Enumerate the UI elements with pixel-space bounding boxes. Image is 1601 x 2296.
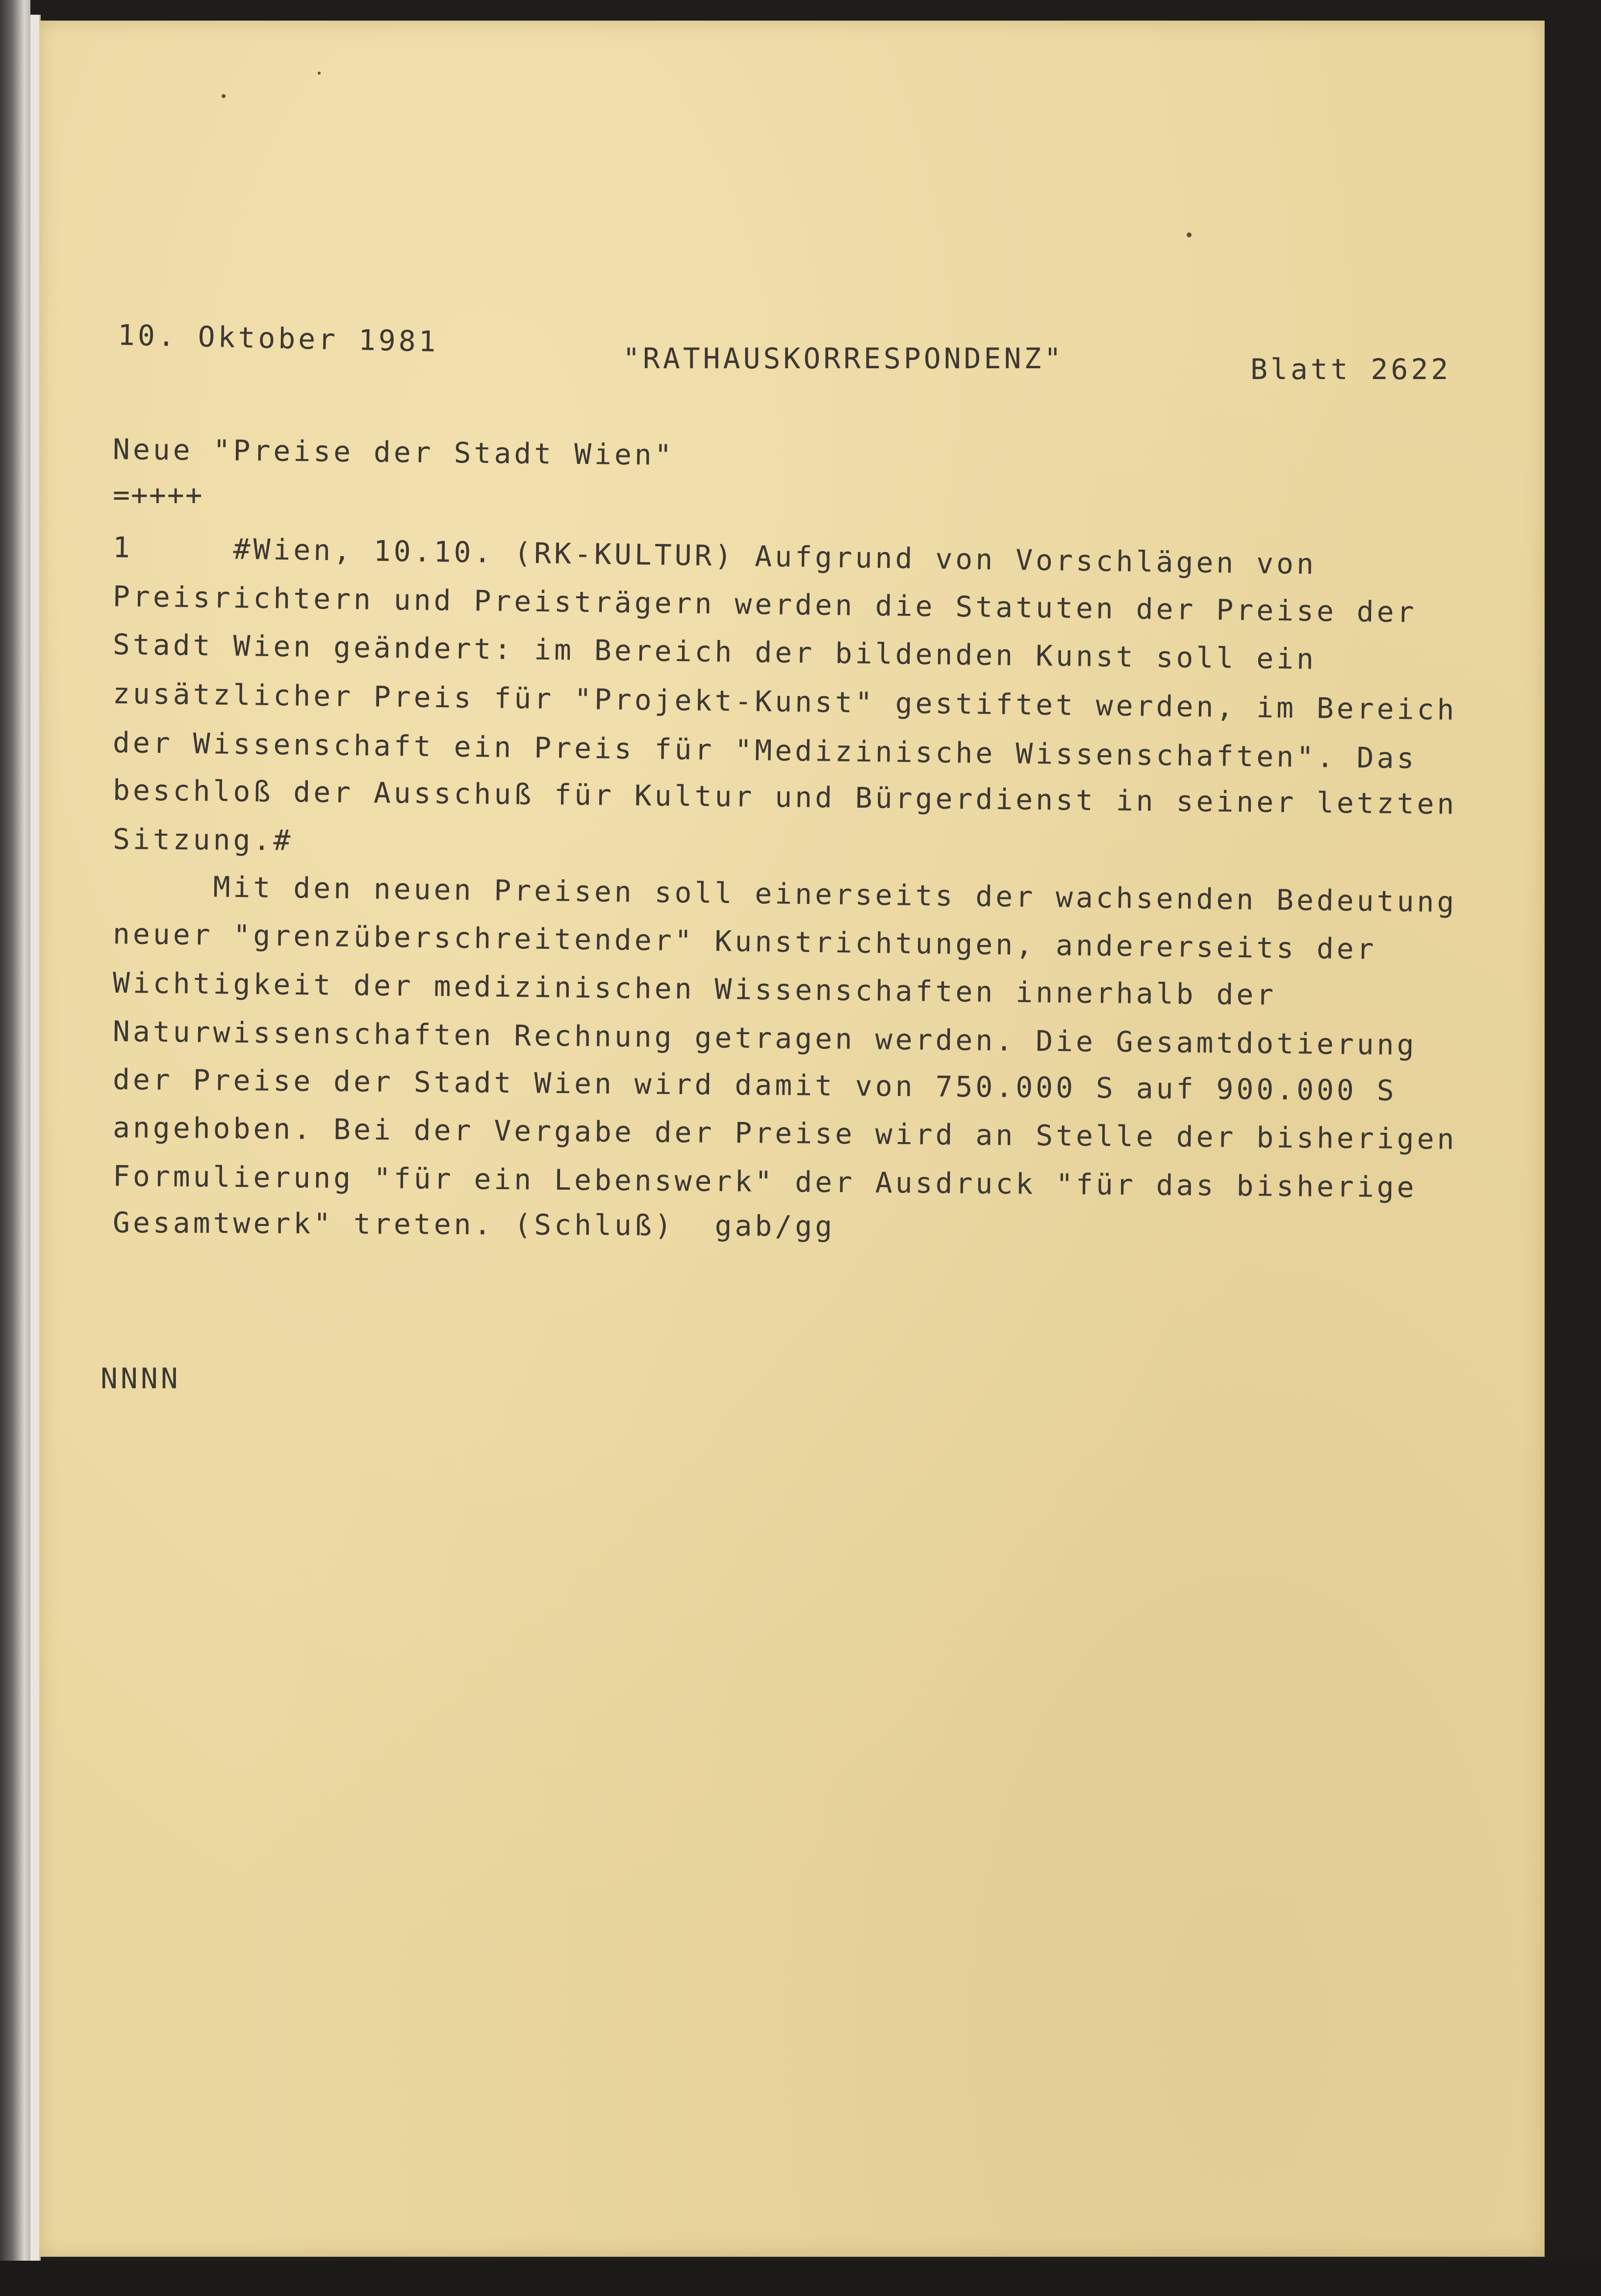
end-marker: NNNN (101, 1362, 181, 1395)
body-line: neuer "grenzüberschreitender" Kunstrichtungen, andererseits der (112, 917, 1377, 966)
body-line: beschloß der Ausschuß für Kultur und Bürgerdienst in seiner letzten (112, 773, 1457, 821)
body-line: Mit den neuen Preisen soll einerseits der wachsenden Bedeutung (112, 869, 1457, 919)
scan-bottom-border (0, 2261, 1601, 2296)
body-line: Gesamtwerk" treten. (Schluß) gab/gg (112, 1206, 836, 1243)
body-line: Formulierung "für ein Lebenswerk" der Ausdruck "für das bisherige (112, 1159, 1417, 1204)
headline-underline: =++++ (113, 478, 203, 511)
sheet-number: Blatt 2622 (1250, 353, 1451, 386)
body-line: Naturwissenschaften Rechnung getragen werden. Die Gesamtdotierung (112, 1015, 1417, 1062)
body-line: angehoben. Bei der Vergabe der Preise wird an Stelle der bisherigen (112, 1111, 1457, 1156)
body-line: der Preise der Stadt Wien wird damit von 750.000 S auf 900.000 S (112, 1063, 1398, 1107)
body-line: Sitzung.# (112, 822, 294, 857)
paper-speck (222, 94, 226, 98)
body-line: der Wissenschaft ein Preis für "Medizinische Wissenschaften". Das (112, 726, 1417, 775)
body-line: zusätzlicher Preis für "Projekt-Kunst" gestiftet werden, im Bereich (112, 677, 1457, 727)
book-spine (0, 0, 30, 2296)
body-line: Wichtigkeit der medizinischen Wissenschaften innerhalb der (112, 966, 1277, 1012)
paper-speck (318, 72, 321, 75)
body-line: 1 #Wien, 10.10. (RK-KULTUR) Aufgrund von Vorschlägen von (112, 531, 1317, 581)
paper-speck (1187, 232, 1192, 237)
document-date: 10. Oktober 1981 (117, 318, 439, 358)
body-line: Stadt Wien geändert: im Bereich der bildenden Kunst soll ein (112, 628, 1317, 676)
document-source: "RATHAUSKORRESPONDENZ" (623, 342, 1065, 375)
body-line: Preisrichtern und Preisträgern werden die Statuten der Preise der (112, 580, 1417, 629)
document-page (39, 21, 1545, 2257)
article-headline: Neue "Preise der Stadt Wien" (112, 433, 675, 472)
